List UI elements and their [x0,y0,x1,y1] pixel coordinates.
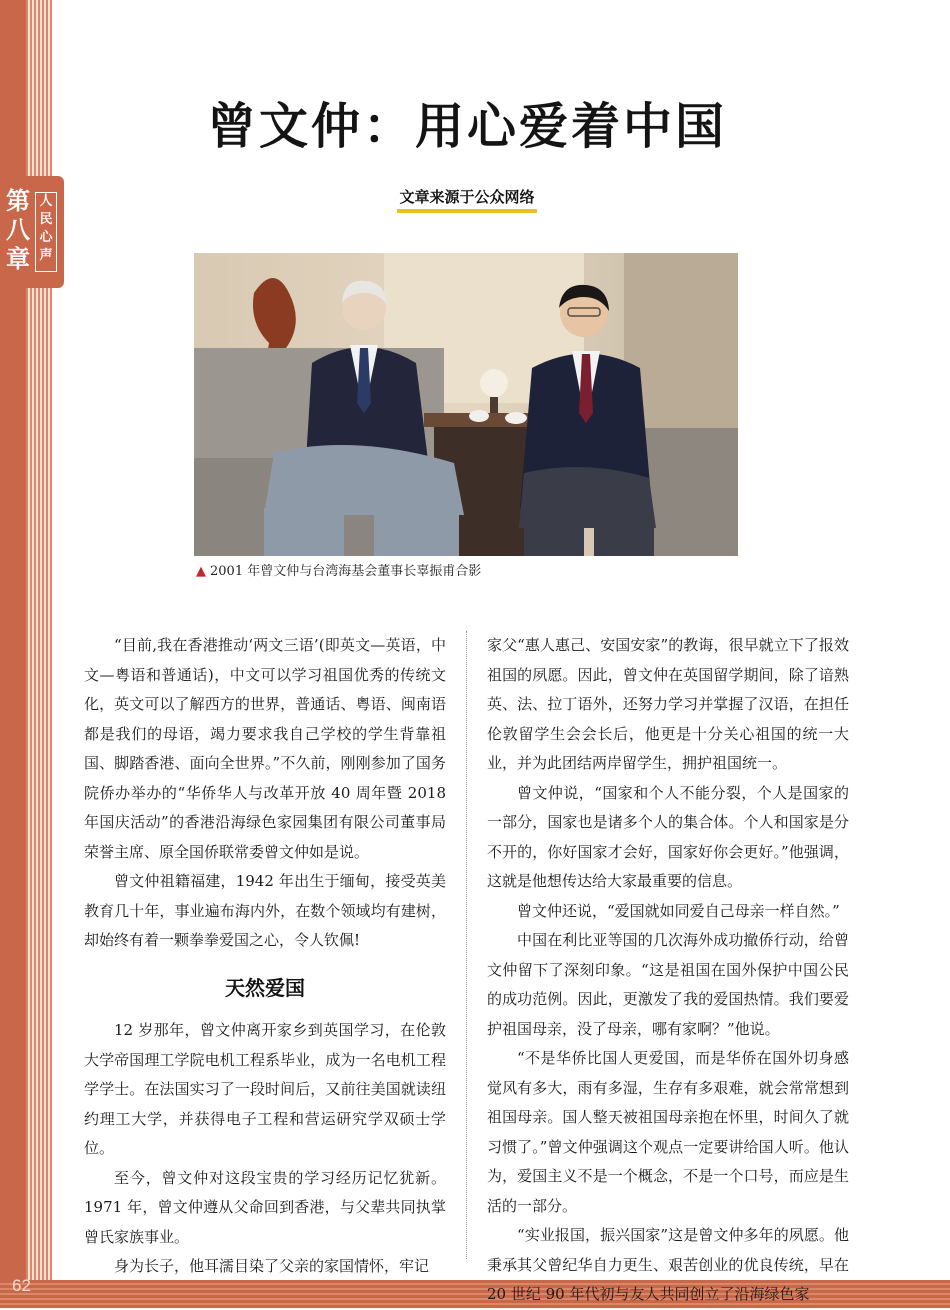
chapter-sublabel: 人民心声 [35,192,57,272]
paragraph: “不是华侨比国人更爱国，而是华侨在国外切身感觉风有多大，雨有多湿，生存有多艰难，就会常常想到祖国母亲。国人整天被祖国母亲抱在怀里，时间久了就习惯了。”曾文仲强调这个观点一定要讲给国人听。他认为，爱国主义不是一个概念，不是一个口号，而应是生活的一部分。 [487,1049,849,1215]
section-heading: 天然爱国 [225,975,305,1000]
page-number: 62 [12,1276,31,1295]
right-text-column [487,631,849,1310]
source-text: 文章来源于公众网络 [397,186,536,213]
paragraph: 曾文仲祖籍福建，1942 年出生于缅甸，接受英美教育几十年，事业遍布海内外，在数个领域均有建树，却始终有着一颗拳拳爱国之心，令人钦佩! [84,872,446,949]
paragraph: “目前,我在香港推动‘两文三语’(即英文—英语，中文—粤语和普通话)，中文可以学习祖国优秀的传统文化，英文可以了解西方的世界，普通话、粤语、闽南语都是我们的母语，竭力要求我自己学校的学生背靠祖国、脚踏香港、面向全世界。”不久前，刚刚参加了国务院侨办举办的“华侨华人与改革开放 40 周年暨 2018 年国庆活动”的香港沿海绿色家园集团有限公司董事局荣誉主席、原全国侨联常委曾文仲如是说。 [84,636,446,861]
column-divider [466,631,467,1259]
article-source [52,186,882,213]
paragraph: 至今，曾文仲对这段宝贵的学习经历记忆犹新。1971 年，曾文仲遵从父命回到香港，与父辈共同执掌曾氏家族事业。 [84,1168,446,1246]
paragraph: 家父“惠人惠己、安国安家”的教诲，很早就立下了报效祖国的夙愿。因此，曾文仲在英国留学期间，除了谙熟英、法、拉丁语外，还努力学习并掌握了汉语，在担任伦敦留学生会会长后，他更是十分关心祖国的统一大业，并为此团结两岸留学生，拥护祖国统一。 [487,636,849,772]
paragraph: “实业报国，振兴国家”这是曾文仲多年的夙愿。他秉承其父曾纪华自力更生、艰苦创业的优良传统，早在 20 世纪 90 年代初与友人共同创立了沿海绿色家 [487,1226,849,1303]
caption-text: 2001 年曾文仲与台湾海基会董事长辜振甫合影 [210,564,482,579]
paragraph: 中国在利比亚等国的几次海外成功撤侨行动，给曾文仲留下了深刻印象。“这是祖国在国外保护中国公民的成功范例。因此，更激发了我的爱国热情。我们要爱护祖国母亲，没了母亲，哪有家啊？”他说。 [487,931,849,1038]
article-photo [194,253,738,556]
triangle-icon: ▲ [196,564,206,579]
paragraph: 曾文仲说，“国家和个人不能分裂，个人是国家的一部分，国家也是诸多个人的集合体。个人和国家是分不开的，你好国家才会好，国家好你会更好。”他强调，这就是他想传达给大家最重要的信息。 [487,783,849,890]
chapter-label: 第八章 [6,186,30,273]
paragraph: 身为长子，他耳濡目染了父亲的家国情怀，牢记 [114,1257,430,1275]
photo-illustration [194,253,738,556]
article-title: 曾文仲：用心爱着中国 [206,98,727,155]
photo-caption [196,560,481,579]
left-text-column [84,631,446,1282]
paragraph: 12 岁那年，曾文仲离开家乡到英国学习，在伦敦大学帝国理工学院电机工程系毕业，成为一名电机工程学学士。在法国实习了一段时间后，又前往美国就读纽约理工大学，并获得电子工程和营运研究学双硕士学位。 [84,1021,446,1157]
paragraph: 曾文仲还说，“爱国就如同爱自己母亲一样自然。” [517,901,840,920]
